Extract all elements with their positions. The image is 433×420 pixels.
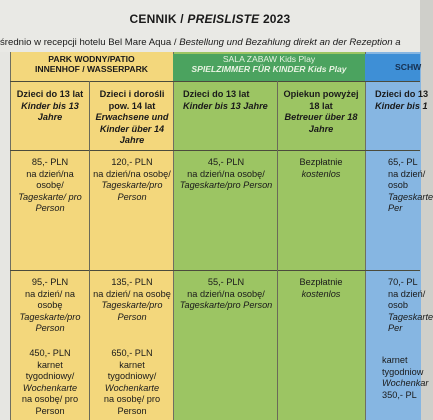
intro-pl: średnio w recepcji hotelu Bel Mare Aqua / xyxy=(0,37,177,48)
price-value: 135,- PLN xyxy=(111,277,153,287)
pass-line4: 350,- PL xyxy=(382,389,417,400)
header-wp-adults-de: Erwachsene und Kinder über 14 Jahre xyxy=(95,112,169,145)
free-label-pl: Bezpłatnie xyxy=(299,157,343,167)
free-label-pl: Bezpłatnie xyxy=(299,277,343,287)
divider-under-row1 xyxy=(10,270,420,271)
header-pr-children xyxy=(183,89,275,112)
price-value: 85,- PLN xyxy=(31,157,69,167)
play-room-title-de: SPIELZIMMER FÜR KINDER Kids Play xyxy=(191,64,347,74)
header-pr-guardian-pl: Opiekun powyżej 18 lat xyxy=(283,89,359,111)
price-per-pl: na dzień/ xyxy=(388,168,426,179)
intro-de: Bestellung und Bezahlung direkt an der Rezeption a xyxy=(179,37,401,48)
free-label-de: kostenlos xyxy=(301,288,341,299)
page-title xyxy=(0,12,420,26)
water-park-title-pl: PARK WODNY/PATIO xyxy=(48,54,135,64)
pass-line3: Wochenkarte xyxy=(22,382,78,393)
pass-line1: karnet xyxy=(119,359,145,370)
price-per-de: Tageskarte/pro Person xyxy=(101,300,163,322)
price-per-de: Tageskarte/ pro Person xyxy=(18,191,82,213)
price-row2-third xyxy=(388,277,433,335)
price-row3-wp-children xyxy=(12,348,88,417)
price-per-de: Tageskarte/pro Person xyxy=(179,300,273,310)
header-wp-children xyxy=(12,89,88,124)
divider-pr-cols xyxy=(277,81,278,420)
title-pl: CENNIK / xyxy=(129,12,184,26)
price-per-pl: na dzień/na osobę/ xyxy=(93,168,171,179)
header-pr-children-de: Kinder bis 13 Jahre xyxy=(183,100,268,111)
header-third-children-de: Kinder bis 1 xyxy=(375,100,428,111)
price-per-pl: na dzień/ na osobę xyxy=(93,288,171,299)
play-room-title-pl: SALA ZABAW Kids Play xyxy=(222,54,316,64)
price-per-de: Tageskarte/pro Person xyxy=(19,311,81,333)
price-extra: osob xyxy=(388,180,408,190)
price-per-pl: na dzień/na osobę/ xyxy=(26,168,74,190)
header-third-children-pl: Dzieci do 13 xyxy=(375,89,429,99)
third-section-header xyxy=(365,54,420,81)
price-row1-third xyxy=(388,157,433,215)
price-value: 55,- PLN xyxy=(207,277,245,287)
price-per-pl: na dzień/ xyxy=(388,288,426,299)
pass-line5: Person xyxy=(117,405,147,416)
pass-line1: karnet xyxy=(37,359,63,370)
price-extra2: Per xyxy=(388,323,403,333)
header-pr-children-pl: Dzieci do 13 lat xyxy=(183,89,250,99)
header-wp-adults-pl: Dzieci i dorośli pow. 14 lat xyxy=(99,89,165,111)
price-value: 95,- PLN xyxy=(31,277,69,287)
divider-under-bands xyxy=(10,81,420,82)
price-row2-wp-children xyxy=(12,277,88,335)
price-row2-wp-adults xyxy=(92,277,172,323)
price-per-pl: na dzień/na osobę/ xyxy=(187,168,265,179)
intro-line xyxy=(0,37,420,48)
price-extra2: Per xyxy=(388,203,403,213)
price-per-de: Tageskarte xyxy=(388,191,433,202)
water-park-header xyxy=(10,54,173,81)
left-margin-column xyxy=(0,52,10,420)
price-row2-pr-guardian xyxy=(280,277,362,300)
pass-line3: Wochenkarte xyxy=(104,382,160,393)
price-value: 70,- PL xyxy=(388,277,418,287)
pass-line1: karnet xyxy=(382,355,408,365)
header-wp-children-de: Kinder bis 13 Jahre xyxy=(21,100,79,122)
pass-line5: Person xyxy=(35,405,65,416)
price-per-de: Tageskarte xyxy=(388,311,433,322)
pass-line2: tygodniowy/ xyxy=(25,371,75,381)
price-value: 450,- PLN xyxy=(29,348,71,358)
price-extra: osob xyxy=(388,300,408,310)
pass-line2: tygodniowy/ xyxy=(107,371,157,381)
free-label-de: kostenlos xyxy=(301,168,341,179)
price-per-de: Tageskarte/pro Person xyxy=(179,180,273,190)
price-value: 45,- PLN xyxy=(207,157,245,167)
pass-line4: na osobę/ pro xyxy=(21,394,79,404)
pass-line2: tygodniow xyxy=(382,366,424,377)
price-per-de: Tageskarte/pro Person xyxy=(101,180,163,202)
price-row1-pr-guardian xyxy=(280,157,362,180)
header-wp-children-pl: Dzieci do 13 lat xyxy=(16,89,84,99)
price-row2-pr-children xyxy=(176,277,276,312)
price-row3-third xyxy=(382,355,429,401)
header-wp-adults xyxy=(92,89,172,147)
header-pr-guardian xyxy=(280,89,362,135)
price-row1-wp-children xyxy=(12,157,88,215)
price-per-pl: na dzień/ na osobę xyxy=(24,288,76,310)
pass-line3: Wochenkar xyxy=(382,378,429,388)
play-room-header xyxy=(173,54,365,81)
header-pr-guardian-de: Betreuer über 18 Jahre xyxy=(284,112,358,134)
price-value: 120,- PLN xyxy=(111,157,153,167)
price-row1-pr-children xyxy=(176,157,276,192)
water-park-title-de: INNENHOF / WASSERPARK xyxy=(35,64,148,74)
price-value: 65,- PL xyxy=(388,157,418,167)
third-section-title: SCHW xyxy=(395,62,422,72)
divider-wp-cols xyxy=(89,81,90,420)
header-third-children xyxy=(375,89,429,112)
pass-line4: na osobę/ pro xyxy=(103,394,161,404)
title-year: 2023 xyxy=(262,12,291,26)
title-de: PREISLISTE xyxy=(187,12,260,26)
price-value: 650,- PLN xyxy=(111,348,153,358)
price-per-pl: na dzień/na osobę/ xyxy=(187,288,265,299)
price-row3-wp-adults xyxy=(92,348,172,417)
divider-under-headers xyxy=(10,150,420,151)
price-row1-wp-adults xyxy=(92,157,172,203)
